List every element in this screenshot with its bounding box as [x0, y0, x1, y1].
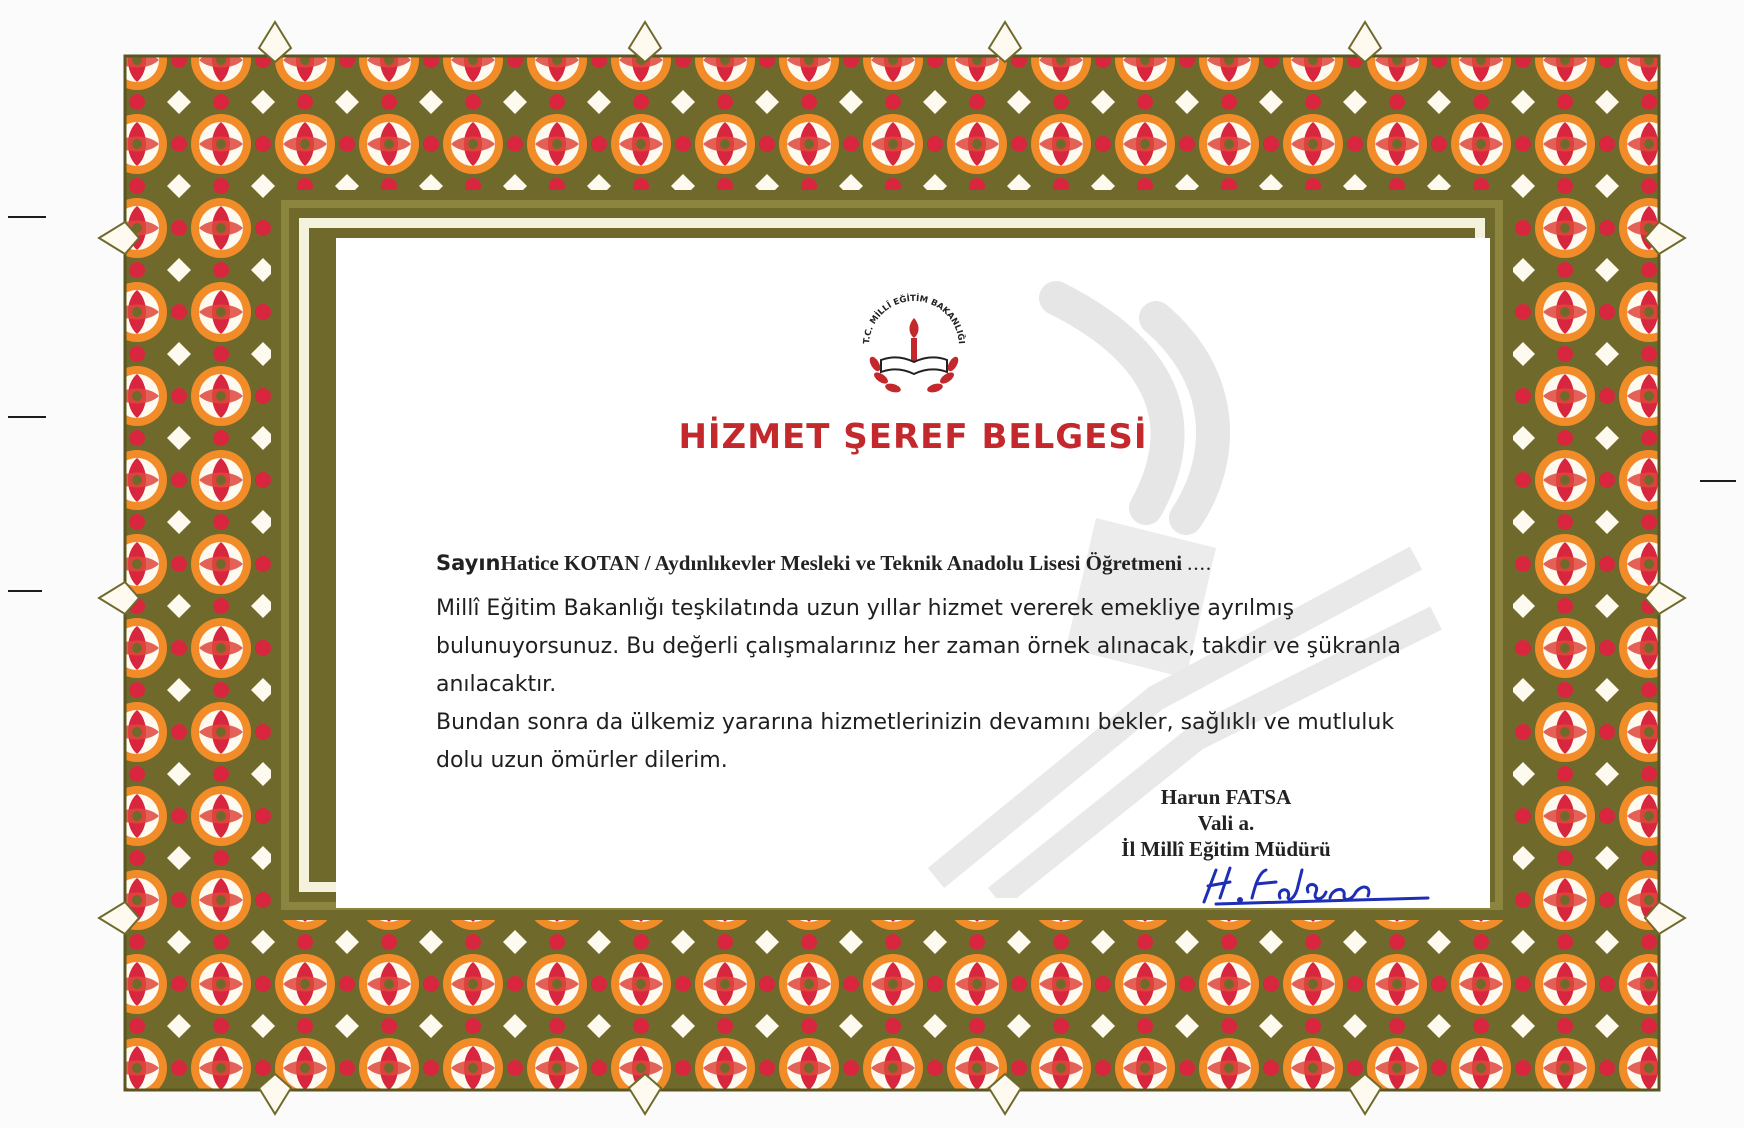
svg-text:T.C. MİLLÎ EĞİTİM BAKANLIĞI: T.C. MİLLÎ EĞİTİM BAKANLIĞI: [862, 293, 966, 345]
handwritten-signature: [1196, 862, 1436, 908]
ministry-logo: [851, 280, 977, 406]
signatory-title: İl Millî Eğitim Müdürü: [1121, 837, 1331, 861]
certificate-body: [436, 590, 1416, 780]
recipient-prefix: Sayın: [436, 551, 501, 575]
scan-mark: [8, 590, 42, 592]
recipient-name: Hatice KOTAN / Aydınlıkevler Mesleki ve Teknik Anadolu Lisesi Öğretmeni: [500, 551, 1183, 575]
signatory-block: [1076, 784, 1376, 862]
scan-mark: [8, 416, 46, 418]
body-paragraph: Bundan sonra da ülkemiz yararına hizmetlerinizin devamını bekler, sağlıklı ve mutluluk dolu uzun ömürler dilerim.: [436, 710, 1395, 773]
signatory-role: Vali a.: [1197, 811, 1255, 835]
recipient-dots: ....: [1187, 551, 1213, 575]
scan-mark: [1700, 480, 1736, 482]
body-paragraph: Millî Eğitim Bakanlığı teşkilatında uzun yıllar hizmet vererek emekliye ayrılmış bulunuyorsunuz. Bu değerli çalışmalarınız her zaman örnek alınacak, takdir ve şükranla anılacaktır.: [436, 596, 1401, 697]
signatory-name: Harun FATSA: [1160, 785, 1292, 809]
certificate-title: HİZMET ŞEREF BELGESİ: [678, 417, 1148, 457]
certificate-panel: [336, 238, 1490, 908]
scan-mark: [8, 216, 46, 218]
recipient-line: [436, 551, 1212, 576]
